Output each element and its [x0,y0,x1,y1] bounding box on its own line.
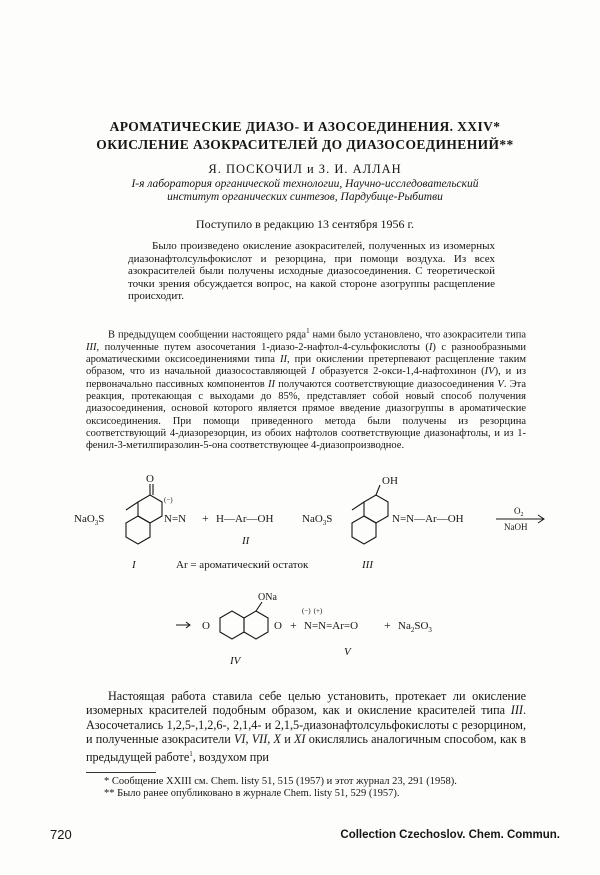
text-run: . Эта реакция, протекающая с выходами до 85%, представляет собой новый способ получения диазосоединения, основой которого является прямое введение диазогруппы в ароматические оксисоединения. При помощи приведенного метода были получены из резорцина соответствующий 4-диазорезорцин, из обоих нафтолов соответствующие диазонафтолы, и из 1-фенил-3-метилпиразолин-5-она соответствующее 4-диазопроизводное. [86,378,527,452]
body-paragraph-2 [86,689,526,764]
article-title [70,118,540,154]
text-run: и [281,732,294,747]
plus-sign: + [290,618,297,632]
compound-IV-label: IV [230,655,241,667]
text-run: ), и из первоначально пассивных компонентов [86,366,526,390]
quinone-o-right: O [274,620,282,632]
reagent-base: NaOH [504,522,528,532]
compound-ref: XI [293,732,306,747]
affiliation [80,178,530,204]
footnote-1: * Сообщение XXIII см. Chem. listy 51, 515 (1957) и этот журнал 23, 291 (1958). [104,776,457,787]
body-paragraph-1 [86,325,526,452]
compound-II-formula: H—Ar—OH [216,513,274,525]
authors: Я. ПОСКОЧИЛ и З. И. АЛЛАН [208,162,402,176]
page-number: 720 [50,827,72,842]
compound-III-structure [352,485,388,544]
continuation-arrow [176,622,190,628]
text-run: , полученные путем азосочетания 1-диазо-2-нафтол-4-сульфокислоты ( [96,341,429,353]
reaction-scheme [0,470,600,680]
compound-ref: II [279,354,287,366]
compound-ref: I [428,341,433,353]
reference-mark: 1 [306,327,310,335]
received-date: Поступило в редакцию 13 сентября 1956 г. [195,217,415,231]
compound-I-label: I [132,559,136,571]
compound-ref: III [510,703,523,718]
compound-IV-structure [220,602,268,639]
text-run: . Азосочетались 1,2,5-,1,2,6-, 2,1,4- и 2,1,5-диазонафтолсульфокислоты с резорцином, и полученные азокрасители [86,703,526,747]
compound-V-label: V [344,646,351,658]
reagent-oxygen: $O_2$ [514,506,524,518]
azo-chain-label: N=N—Ar—OH [392,513,464,525]
diazo-group-label: N=N [164,513,187,525]
footnotes [86,776,526,800]
diazo-charges-v: (−) (+) [302,607,323,615]
title-line-2: ОКИСЛЕНИЕ АЗОКРАСИТЕЛЕЙ ДО ДИАЗОСОЕДИНЕНИЙ** [96,137,514,152]
footnote-2: ** Было ранее опубликовано в журнале Chem. listy 51, 529 (1957). [104,788,400,799]
compound-V-formula: N=N=Ar=O [304,620,359,632]
footnote-divider [86,772,156,773]
text-run: ) с разнообразными ароматическими оксисоединениями типа [86,341,526,366]
compound-ref: II [268,378,276,390]
compound-ref: V [497,378,504,390]
plus-sign: + [202,511,209,525]
reference-mark: 1 [189,749,193,758]
text-run: Настоящая работа ставила себе целью установить, протекает ли окисление изомерных красителей подобным образом, как и окисление красителей типа [86,689,526,718]
compound-ref: I [311,366,315,378]
compound-ref: VI, VII, X [233,732,282,747]
sodium-sulfite-label: $Na_2SO_3$ [398,620,432,634]
compound-I-structure [126,484,162,544]
carbonyl-o-label: O [146,473,154,485]
plus-sign: + [384,618,391,632]
quinone-o-left: O [202,620,210,632]
text-run: нами было установлено, что азокрасители типа [309,329,526,341]
compound-III-label: III [362,559,373,571]
sodium-oxide-label: ONa [258,592,277,603]
sulfonate-label: NaO$_3$S [74,513,105,527]
text-run: , воздухом при [192,749,269,764]
journal-name: Collection Czechoslov. Chem. Commun. [340,829,560,841]
sulfonate-label-2: NaO$_3$S [302,513,333,527]
text-run: , при окислении претерпевают расщепление таким образом, что из начальной диазосоставляющей [86,354,527,378]
text-run: окислялись аналогичным способом, как в предыдущей работе [86,732,526,764]
compound-ref: III [86,341,97,353]
affiliation-line-2: институт органических синтезов, Пардубице-Рыбитви [167,191,443,203]
compound-ref: IV [484,366,495,378]
text-run: образуется 2-окси-1,4-нафтохинон ( [314,366,485,378]
diazo-charge-label: (−) [164,496,173,504]
title-line-1: АРОМАТИЧЕСКИЕ ДИАЗО- И АЗОСОЕДИНЕНИЯ. XXIV* [109,119,501,134]
text-run: В предыдущем сообщении настоящего ряда [108,329,307,341]
affiliation-line-1: I-я лаборатория органической технологии, Научно-исследовательский [131,178,479,190]
ar-legend: Ar = ароматический остаток [176,559,309,571]
compound-II-label: II [242,535,250,547]
hydroxyl-label: OH [382,475,398,487]
abstract: Было произведено окисление азокрасителей, полученных из изомерных диазонафтолсульфокислот и резорцина, при помощи воздуха. Из всех азокрасителей были получены исходные диазосоединения. С теоретической точки зрения обсуждается вопрос, на какой стороне азогруппы расщепление происходит. [128,240,495,303]
text-run: получаются соответствующие диазосоединения [275,378,498,390]
